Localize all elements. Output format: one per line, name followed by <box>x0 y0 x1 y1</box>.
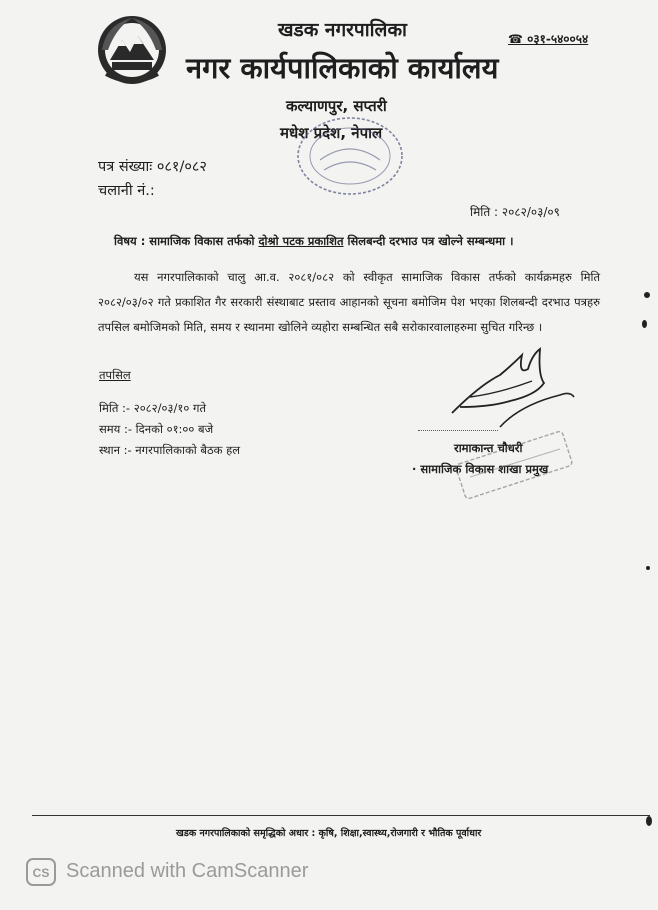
camscanner-logo-icon <box>26 858 56 886</box>
subject-underlined: दोश्रो पटक प्रकाशित <box>258 234 344 248</box>
signatory-stamp <box>450 425 580 505</box>
svg-text:CS: CS <box>32 866 50 880</box>
municipality-emblem <box>96 14 168 86</box>
detail-time: समय :- दिनको ०१:०० बजे <box>99 422 214 436</box>
detail-place: स्थान :- नगरपालिकाको बैठक हल <box>99 443 241 457</box>
office-name: नगर कार्यपालिकाको कार्यालय <box>186 51 499 85</box>
scan-speck <box>642 320 647 328</box>
footer-rule <box>32 815 650 816</box>
body-paragraph: यस नगरपालिकाको चालु आ.व. २०८१/०८२ को स्वीकृत सामाजिक विकास तर्फको कार्यक्रमहरु मिति २०८२/०३/०२ गते प्रकाशित गैर सरकारी संस्थाबाट प्रस्ताव आहानको सूचना बमोजिम पेश भएका शिलबन्दी दरभाउ पत्रहरु तपसिल बमोजिमको मिति, समय र स्थानमा खोलिने व्यहोरा सम्बन्धित सबै सरोकारवालाहरुमा सुचित गरिन्छ । <box>98 270 600 334</box>
camscanner-watermark: Scanned with CamScanner <box>66 860 309 882</box>
subject-prefix: विषय : सामाजिक विकास तर्फको <box>114 234 259 248</box>
subject-line <box>114 234 513 249</box>
dispatch-number: चलानी नं.: <box>98 183 155 199</box>
office-stamp <box>280 108 410 198</box>
subject-suffix: सिलबन्दी दरभाउ पत्र खोल्ने सम्बन्धमा । <box>343 234 514 248</box>
address-line-2: मधेश प्रदेश, नेपाल <box>280 124 383 142</box>
phone-number: ☎ ०३१-५४००५४ <box>508 32 589 46</box>
handwritten-signature <box>440 335 590 435</box>
letter-number: पत्र संख्याः ०८१/०८२ <box>98 159 207 175</box>
scan-speck <box>644 292 650 298</box>
signatory-designation: · सामाजिक विकास शाखा प्रमुख <box>412 462 549 476</box>
municipality-name: खडक नगरपालिका <box>278 19 407 41</box>
scan-speck <box>646 816 652 826</box>
details-heading: तपसिल <box>99 368 131 382</box>
letter-date: मिति : २०८२/०३/०९ <box>470 205 560 219</box>
scan-speck <box>646 566 650 570</box>
signatory-name: रामाकान्त चौधरी <box>454 441 523 455</box>
detail-date: मिति :- २०८२/०३/१० गते <box>99 401 206 415</box>
footer-motto: खडक नगरपालिकाको समृद्धिको अधार : कृषि, शिक्षा,स्वास्थ्य,रोजगारी र भौतिक पूर्वाधार <box>176 828 482 839</box>
address-line-1: कल्याणपुर, सप्तरी <box>286 97 387 115</box>
